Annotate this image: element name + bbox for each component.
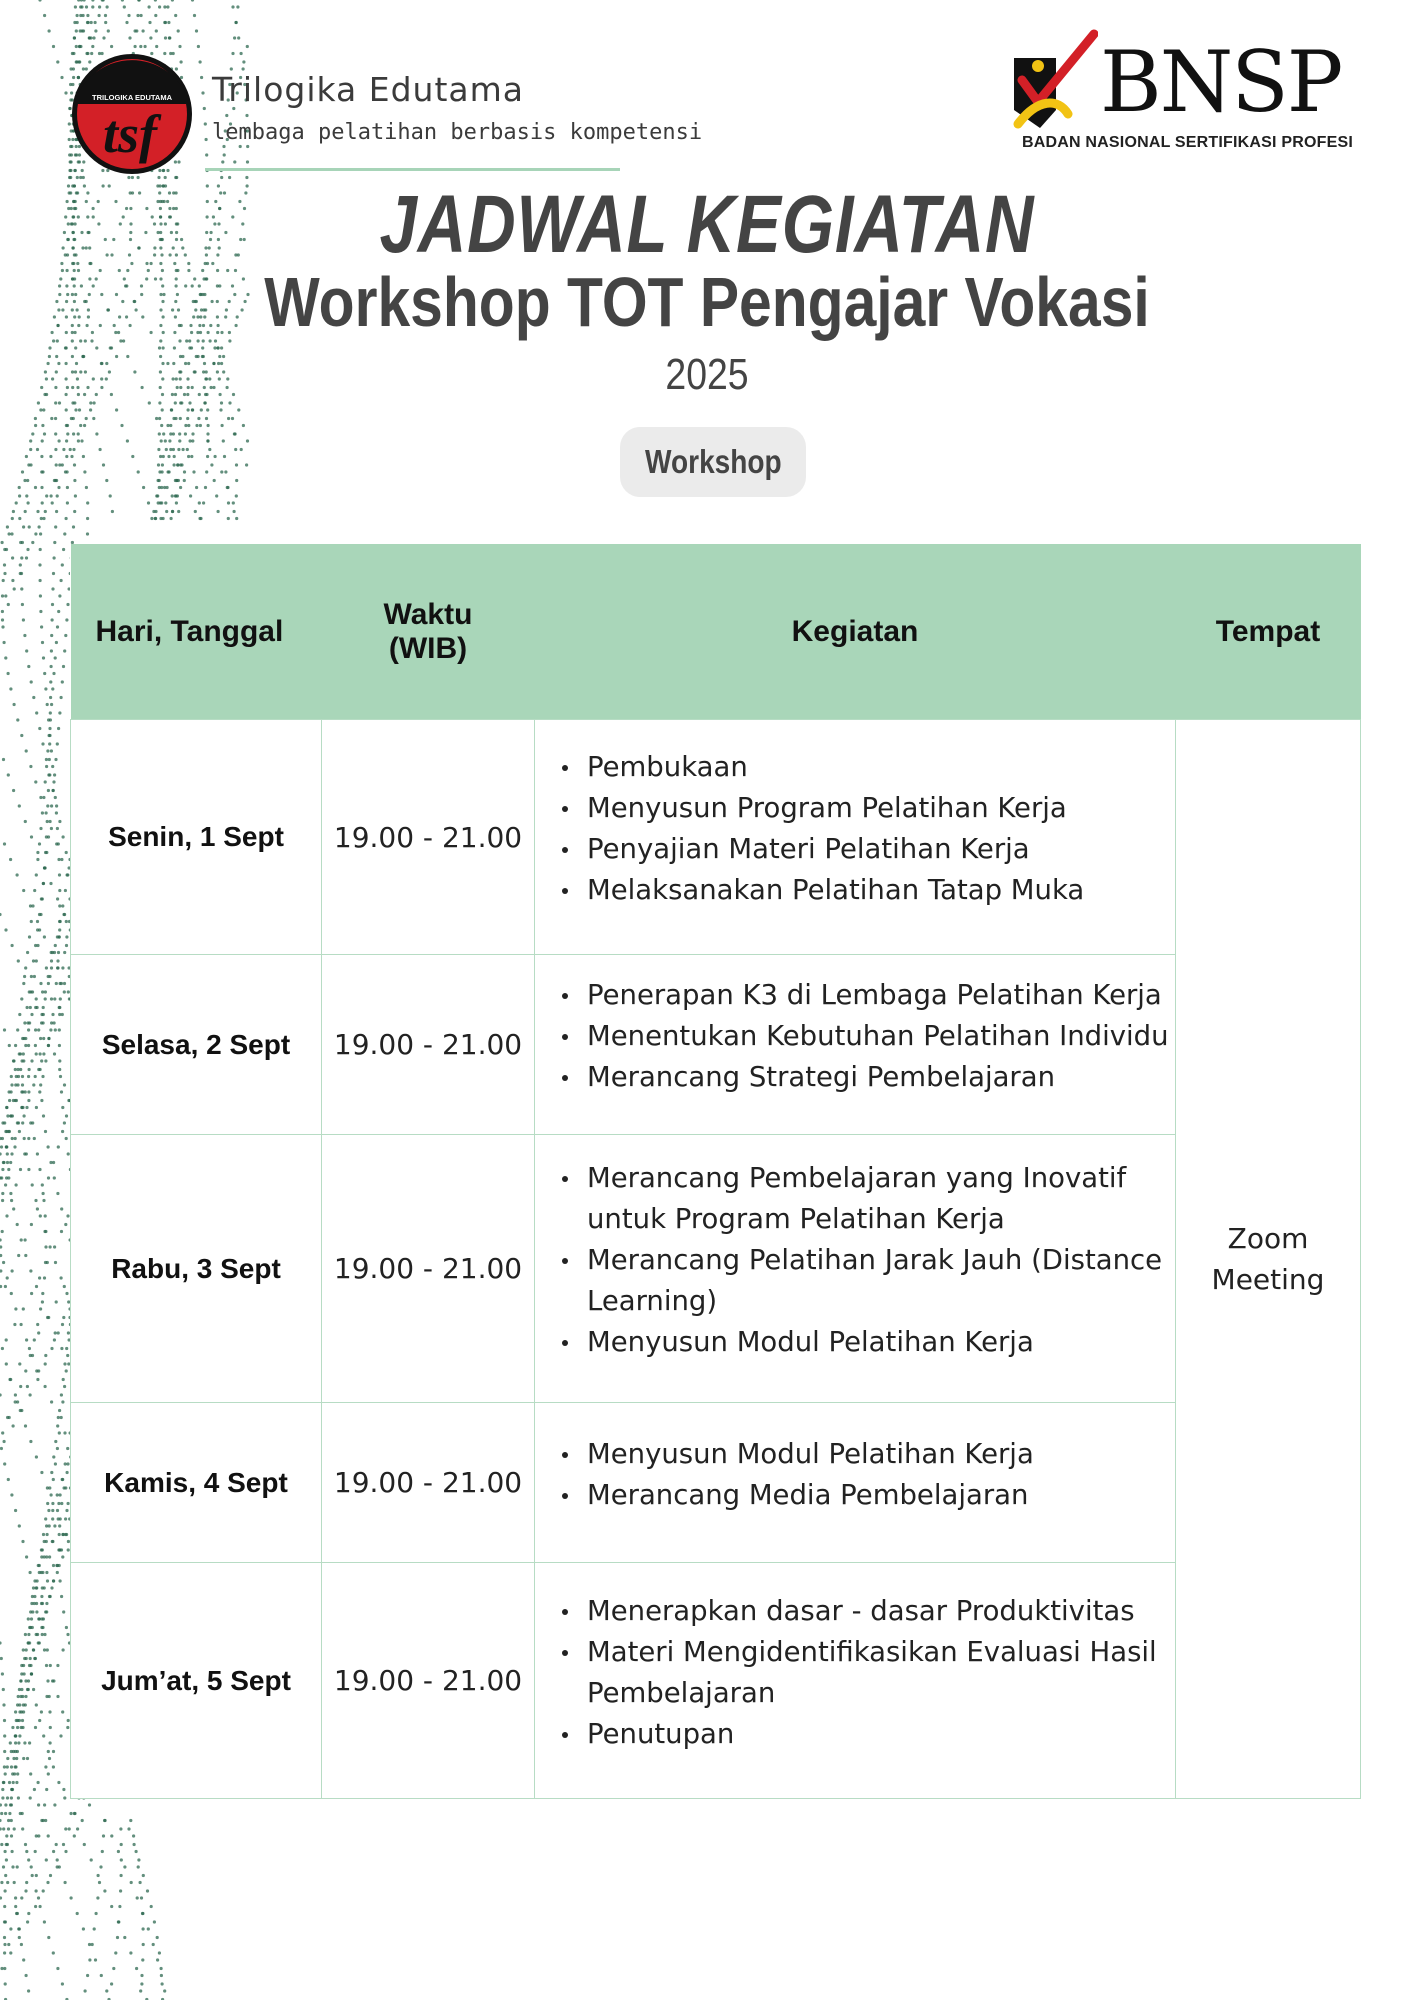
time-cell: 19.00 - 21.00 <box>322 1403 535 1563</box>
table-row <box>71 1563 1361 1799</box>
bnsp-subtitle: BADAN NASIONAL SERTIFIKASI PROFESI <box>1022 134 1353 151</box>
activity-cell <box>535 955 1176 1135</box>
day-cell: Selasa, 2 Sept <box>71 955 322 1135</box>
activity-item: Merancang Pelatihan Jarak Jauh (Distance Learning) <box>587 1240 1175 1322</box>
header-place: Tempat <box>1176 544 1361 720</box>
divider <box>205 168 620 171</box>
workshop-tag <box>620 427 806 497</box>
year-label: 2025 <box>665 350 749 399</box>
activity-item: Menyusun Modul Pelatihan Kerja <box>587 1322 1175 1363</box>
table-row <box>71 955 1361 1135</box>
workshop-tag-label: Workshop <box>644 443 782 480</box>
table-header-row <box>71 544 1361 720</box>
activity-cell <box>535 1135 1176 1403</box>
schedule-table <box>70 544 1361 1799</box>
activity-cell <box>535 1403 1176 1563</box>
bnsp-emblem-icon <box>1008 28 1098 138</box>
table-row <box>71 720 1361 955</box>
page-subtitle: Workshop TOT Pengajar Vokasi <box>264 263 1150 341</box>
activity-cell <box>535 720 1176 955</box>
activity-item: Melaksanakan Pelatihan Tatap Muka <box>587 870 1175 911</box>
header-time-line1: Waktu <box>383 597 473 631</box>
trilogika-logo <box>70 52 194 176</box>
activity-item: Merancang Pembelajaran yang Inovatif untuk Program Pelatihan Kerja <box>587 1158 1175 1240</box>
place-cell <box>1176 720 1361 1799</box>
day-cell: Kamis, 4 Sept <box>71 1403 322 1563</box>
place-line2: Meeting <box>1211 1263 1325 1296</box>
svg-text:TRILOGIKA EDUTAMA: TRILOGIKA EDUTAMA <box>92 93 172 102</box>
activity-item: Penyajian Materi Pelatihan Kerja <box>587 829 1175 870</box>
bnsp-wordmark: BNSP <box>1100 33 1342 131</box>
table-row <box>71 1135 1361 1403</box>
page-title: JADWAL KEGIATAN <box>379 179 1035 270</box>
header-day: Hari, Tanggal <box>71 544 322 720</box>
time-cell: 19.00 - 21.00 <box>322 720 535 955</box>
header-time-line2: (WIB) <box>388 631 468 665</box>
activity-item: Menyusun Program Pelatihan Kerja <box>587 788 1175 829</box>
time-cell: 19.00 - 21.00 <box>322 955 535 1135</box>
activity-item: Materi Mengidentifikasikan Evaluasi Hasil Pembelajaran <box>587 1632 1175 1714</box>
activity-item: Merancang Media Pembelajaran <box>587 1475 1175 1516</box>
activity-item: Menerapkan dasar - dasar Produktivitas <box>587 1591 1175 1632</box>
time-cell: 19.00 - 21.00 <box>322 1135 535 1403</box>
time-cell: 19.00 - 21.00 <box>322 1563 535 1799</box>
table-row <box>71 1403 1361 1563</box>
day-cell: Jum’at, 5 Sept <box>71 1563 322 1799</box>
svg-text:tsf: tsf <box>103 104 157 164</box>
activity-item: Pembukaan <box>587 747 1175 788</box>
org-tagline: lembaga pelatihan berbasis kompetensi <box>212 120 703 145</box>
place-line1: Zoom <box>1227 1222 1309 1255</box>
org-name: Trilogika Edutama <box>212 70 525 109</box>
activity-item: Menyusun Modul Pelatihan Kerja <box>587 1434 1175 1475</box>
activity-item: Penutupan <box>587 1714 1175 1755</box>
header-activity: Kegiatan <box>535 544 1176 720</box>
day-cell: Rabu, 3 Sept <box>71 1135 322 1403</box>
activity-item: Menentukan Kebutuhan Pelatihan Individu <box>587 1016 1175 1057</box>
day-cell: Senin, 1 Sept <box>71 720 322 955</box>
header-time <box>322 544 535 720</box>
activity-item: Merancang Strategi Pembelajaran <box>587 1057 1175 1098</box>
activity-item: Penerapan K3 di Lembaga Pelatihan Kerja <box>587 975 1175 1016</box>
activity-cell <box>535 1563 1176 1799</box>
